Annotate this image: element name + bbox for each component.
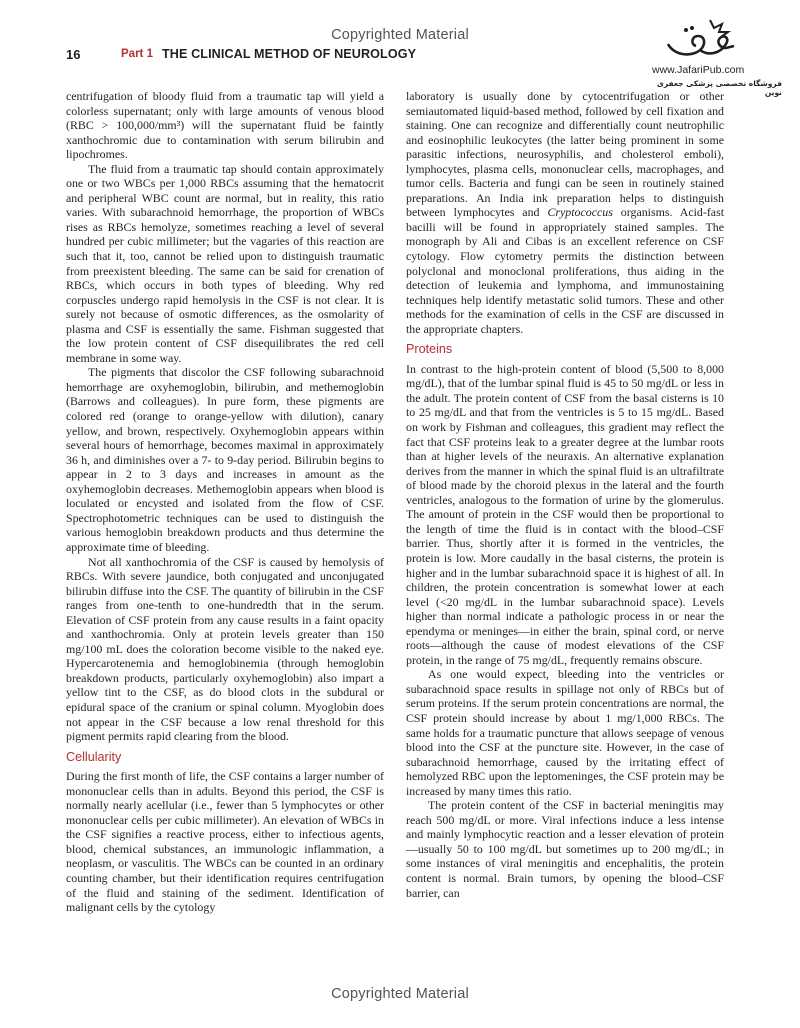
paragraph: As one would expect, bleeding into the ventricles or subarachnoid space results in spillage not only of RBCs but of serum proteins. If the serum protein concentrations are normal, the CSF protein should increase by about 1 mg/1,000 RBCs. The same holds for a traumatic puncture that allows seepage of venous blood into the CSF at the puncture site. However, in the case of subarachnoid hemorrhage, caused by the irritating effect of hemolyzed RBC upon the leptomeninges, the CSF protein may be increased by many times this ratio. (406, 667, 724, 798)
part-label: Part 1 (121, 48, 153, 60)
italic-term: Cryptococcus (547, 205, 613, 220)
text-run: laboratory is usually done by cytocentrifugation or other semiautomated liquid-based method, followed by cell fixation and staining. One can recognize and differentially count neutrophilic and eosinophilic leukocytes (the latter being prominent in some parasitic infections, neurosyphilis, and cholesterol emboli), lymphocytes, plasma cells, mononuclear cells, macrophages, and tumor cells. Bacteria and fungi can be seen in routinely stained preparations. An India ink preparation helps to distinguish between lymphocytes and (406, 89, 724, 220)
paragraph: During the first month of life, the CSF contains a larger number of mononuclear cells than in adults. Beyond this period, the CSF is normally nearly acellular (i.e., fewer than 5 lymphocytes or other mononuclear cells per cubic millimeter). An elevation of WBCs in the CSF signifies a reactive process, either to infectious agents, blood, chemical substances, an immunologic inflammation, a neoplasm, or vasculitis. The WBCs can be counted in an ordinary counting chamber, but their identification requires centrifugation of the fluid and staining of the sediment. Identification of malignant cells by the cytology (66, 769, 384, 915)
page-number: 16 (66, 47, 81, 62)
text-run: organisms. Acid-fast bacilli will be found in appropriately stained samples. The monograph by Ali and Cibas is an excellent reference on CSF cytology. Flow cytometry permits the distinction between polyclonal and monoclonal proliferations, thus aiding in the detection of leukemia and lymphoma, and immunostaining techniques help identify metastatic solid tumors. These and other methods for the examination of cells in the CSF are discussed in the appropriate chapters. (406, 205, 724, 336)
paragraph: The fluid from a traumatic tap should contain approximately one or two WBCs per 1,000 RBCs assuming that the hematocrit and peripheral WBC count are normal, but in reality, this ratio varies. With subarachnoid hemorrhage, the proportion of WBCs rises as RBCs hemolyze, sometimes reaching a level of several hundred per cubic millimeter; but the vagaries of this reaction are such that it, too, cannot be relied upon to distinguish traumatic from preexistent bleeding. The same can be said for crenation of RBCs, which occurs in both types of bleeding. Why red corpuscles undergo rapid hemolysis in the CSF is not clear. It is surely not because of osmotic differences, as the osmolarity of plasma and CSF is essentially the same. Fishman suggested that the low protein content of CSF disequilibrates the red cell membrane in some way. (66, 161, 384, 365)
paragraph: The protein content of the CSF in bacterial meningitis may reach 500 mg/dL or more. Viral infections induce a less intense and mainly lymphocytic reaction and a lesser elevation of protein—usually 50 to 100 mg/dL but sometimes up to 200 mg/dL; in some instances of viral meningitis and encephalitis, the protein content is normal. Brain tumors, by opening the blood–CSF barrier, can (406, 798, 724, 900)
left-column (66, 89, 384, 915)
logo-store-text: فروشگاه تخصصی پزشکی جعفری نوین (656, 79, 782, 97)
paragraph: In contrast to the high-protein content of blood (5,500 to 8,000 mg/dL), that of the lumbar spinal fluid is 45 to 50 mg/dL or less in the adult. The protein content of CSF from the basal cisterns is 10 to 25 mg/dL and that from the ventricles is 5 to 15 mg/dL. Based on work by Fishman and colleagues, this gradient may reflect the fact that CSF proteins leak to a greater degree at the lumbar roots than at higher levels of the neuraxis. An alternative explanation derives from the manner in which the spinal fluid is an ultrafiltrate of blood made by the choroid plexus in the lateral and the fourth ventricles, analogous to the formation of urine by the glomerulus. The amount of protein in the CSF would then be proportional to the length of time the fluid is in contact with the blood–CSF barrier. Thus, shortly after it is formed in the ventricles, the protein is low. More caudally in the basal cisterns, the protein is higher and in the lumbar subarachnoid space it is highest of all. In children, the protein concentration is somewhat lower at each level (<20 mg/dL in the lumbar subarachnoid space). Levels higher than normal indicate a pathologic process in or near the ependyma or meninges—in either the brain, spinal cord, or nerve roots—although the cause of modest elevations of the CSF protein, in the range of 75 mg/dL, frequently remains obscure. (406, 361, 724, 667)
paragraph: Not all xanthochromia of the CSF is caused by hemolysis of RBCs. With severe jaundice, both conjugated and unconjugated bilirubin diffuse into the CSF. The quantity of bilirubin in the CSF ranges from one-tenth to one-hundredth that in the serum. Elevation of CSF protein from any cause results in a faint opacity and xanthochromia. Only at protein levels greater than 150 mg/100 mL does the coloration become visible to the naked eye. Hypercarotenemia and hemoglobinemia (through hemoglobin breakdown products, particularly oxyhemoglobin) also impart a yellow tint to the CSF, as do blood clots in the subdural or epidural space of the cranium or spinal column. Myoglobin does not appear in the CSF because a low renal threshold for this pigment permits rapid clearing from the blood. (66, 554, 384, 744)
publisher-logo-icon (664, 16, 736, 62)
part-title: THE CLINICAL METHOD OF NEUROLOGY (162, 47, 417, 61)
watermark-bottom: Copyrighted Material (331, 986, 469, 1002)
section-heading-proteins: Proteins (406, 342, 453, 357)
right-column (406, 89, 724, 900)
paragraph: The pigments that discolor the CSF following subarachnoid hemorrhage are oxyhemoglobin, bilirubin, and methemoglobin (Barrows and colleagues). In pure form, these pigments are colored red (orange to orange-yellow with dilution), canary yellow, and brown, respectively. Oxyhemoglobin appears within several hours of hemorrhage, becomes maximal in approximately 36 h, and diminishes over a 7- to 9-day period. Bilirubin begins to appear in 2 to 3 days and increases in amount as the oxyhemoglobin decreases. Methemoglobin appears when blood is loculated or encysted and isolated from the flow of CSF. Spectrophotometric techniques can be used to distinguish the various hemoglobin breakdown products and thus determine the approximate time of bleeding. (66, 365, 384, 554)
logo-url: www.JafariPub.com (652, 64, 745, 76)
paragraph: centrifugation of bloody fluid from a traumatic tap will yield a colorless supernatant; only with large amounts of venous blood (RBC > 100,000/mm³) will the supernatant fluid be faintly xanthochromic due to contamination with serum bilirubin and lipochromes. (66, 89, 384, 162)
watermark-top: Copyrighted Material (331, 27, 469, 43)
section-heading-cellularity: Cellularity (66, 749, 122, 764)
paragraph (406, 89, 724, 336)
